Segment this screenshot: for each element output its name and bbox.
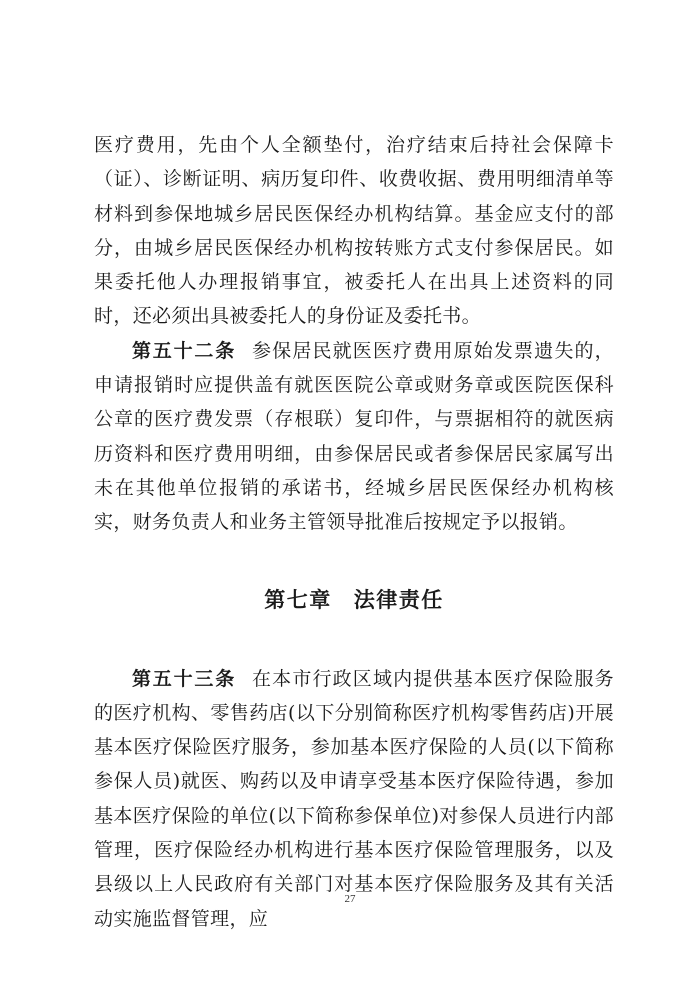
chapter-title: 法律责任: [353, 587, 444, 612]
article-52-paragraph: [94, 334, 614, 540]
chapter-number: 第七章: [264, 587, 332, 612]
paragraph-continuation: 医疗费用，先由个人全额垫付，治疗结束后持社会保障卡（证）、诊断证明、病历复印件、收费收据、费用明细清单等材料到参保地城乡居民医保经办机构结算。基金应支付的部分，由城乡居民医保经办机构按转账方式支付参保居民。如果委托他人办理报销事宜，被委托人在出具上述资料的同时，还必须出具被委托人的身份证及委托书。: [94, 134, 614, 328]
document-body: [94, 128, 614, 936]
article-53-number: 第五十三条: [132, 667, 237, 690]
page-number: 27: [344, 893, 356, 905]
article-53-text: 在本市行政区域内提供基本医疗保险服务的医疗机构、零售药店(以下分别简称医疗机构零售药店)开展基本医疗保险医疗服务，参加基本医疗保险的人员(以下简称参保人员)就医、购药以及申请享受基本医疗保险待遇，参加基本医疗保险的单位(以下简称参保单位)对参保人员进行内部管理，医疗保险经办机构进行基本医疗保险管理服务，以及县级以上人民政府有关部门对基本医疗保险服务及其有关活动实施监督管理，应: [94, 667, 614, 930]
article-52-number: 第五十二条: [132, 339, 237, 362]
chapter-heading: [94, 584, 614, 614]
article-52-text: 参保居民就医医疗费用原始发票遗失的，申请报销时应提供盖有就医医院公章或财务章或医院医保科公章的医疗费发票（存根联）复印件，与票据相符的就医病历资料和医疗费用明细，由参保居民或者参保居民家属写出未在其他单位报销的承诺书，经城乡居民医保经办机构核实，财务负责人和业务主管领导批准后按规定予以报销。: [94, 339, 614, 534]
